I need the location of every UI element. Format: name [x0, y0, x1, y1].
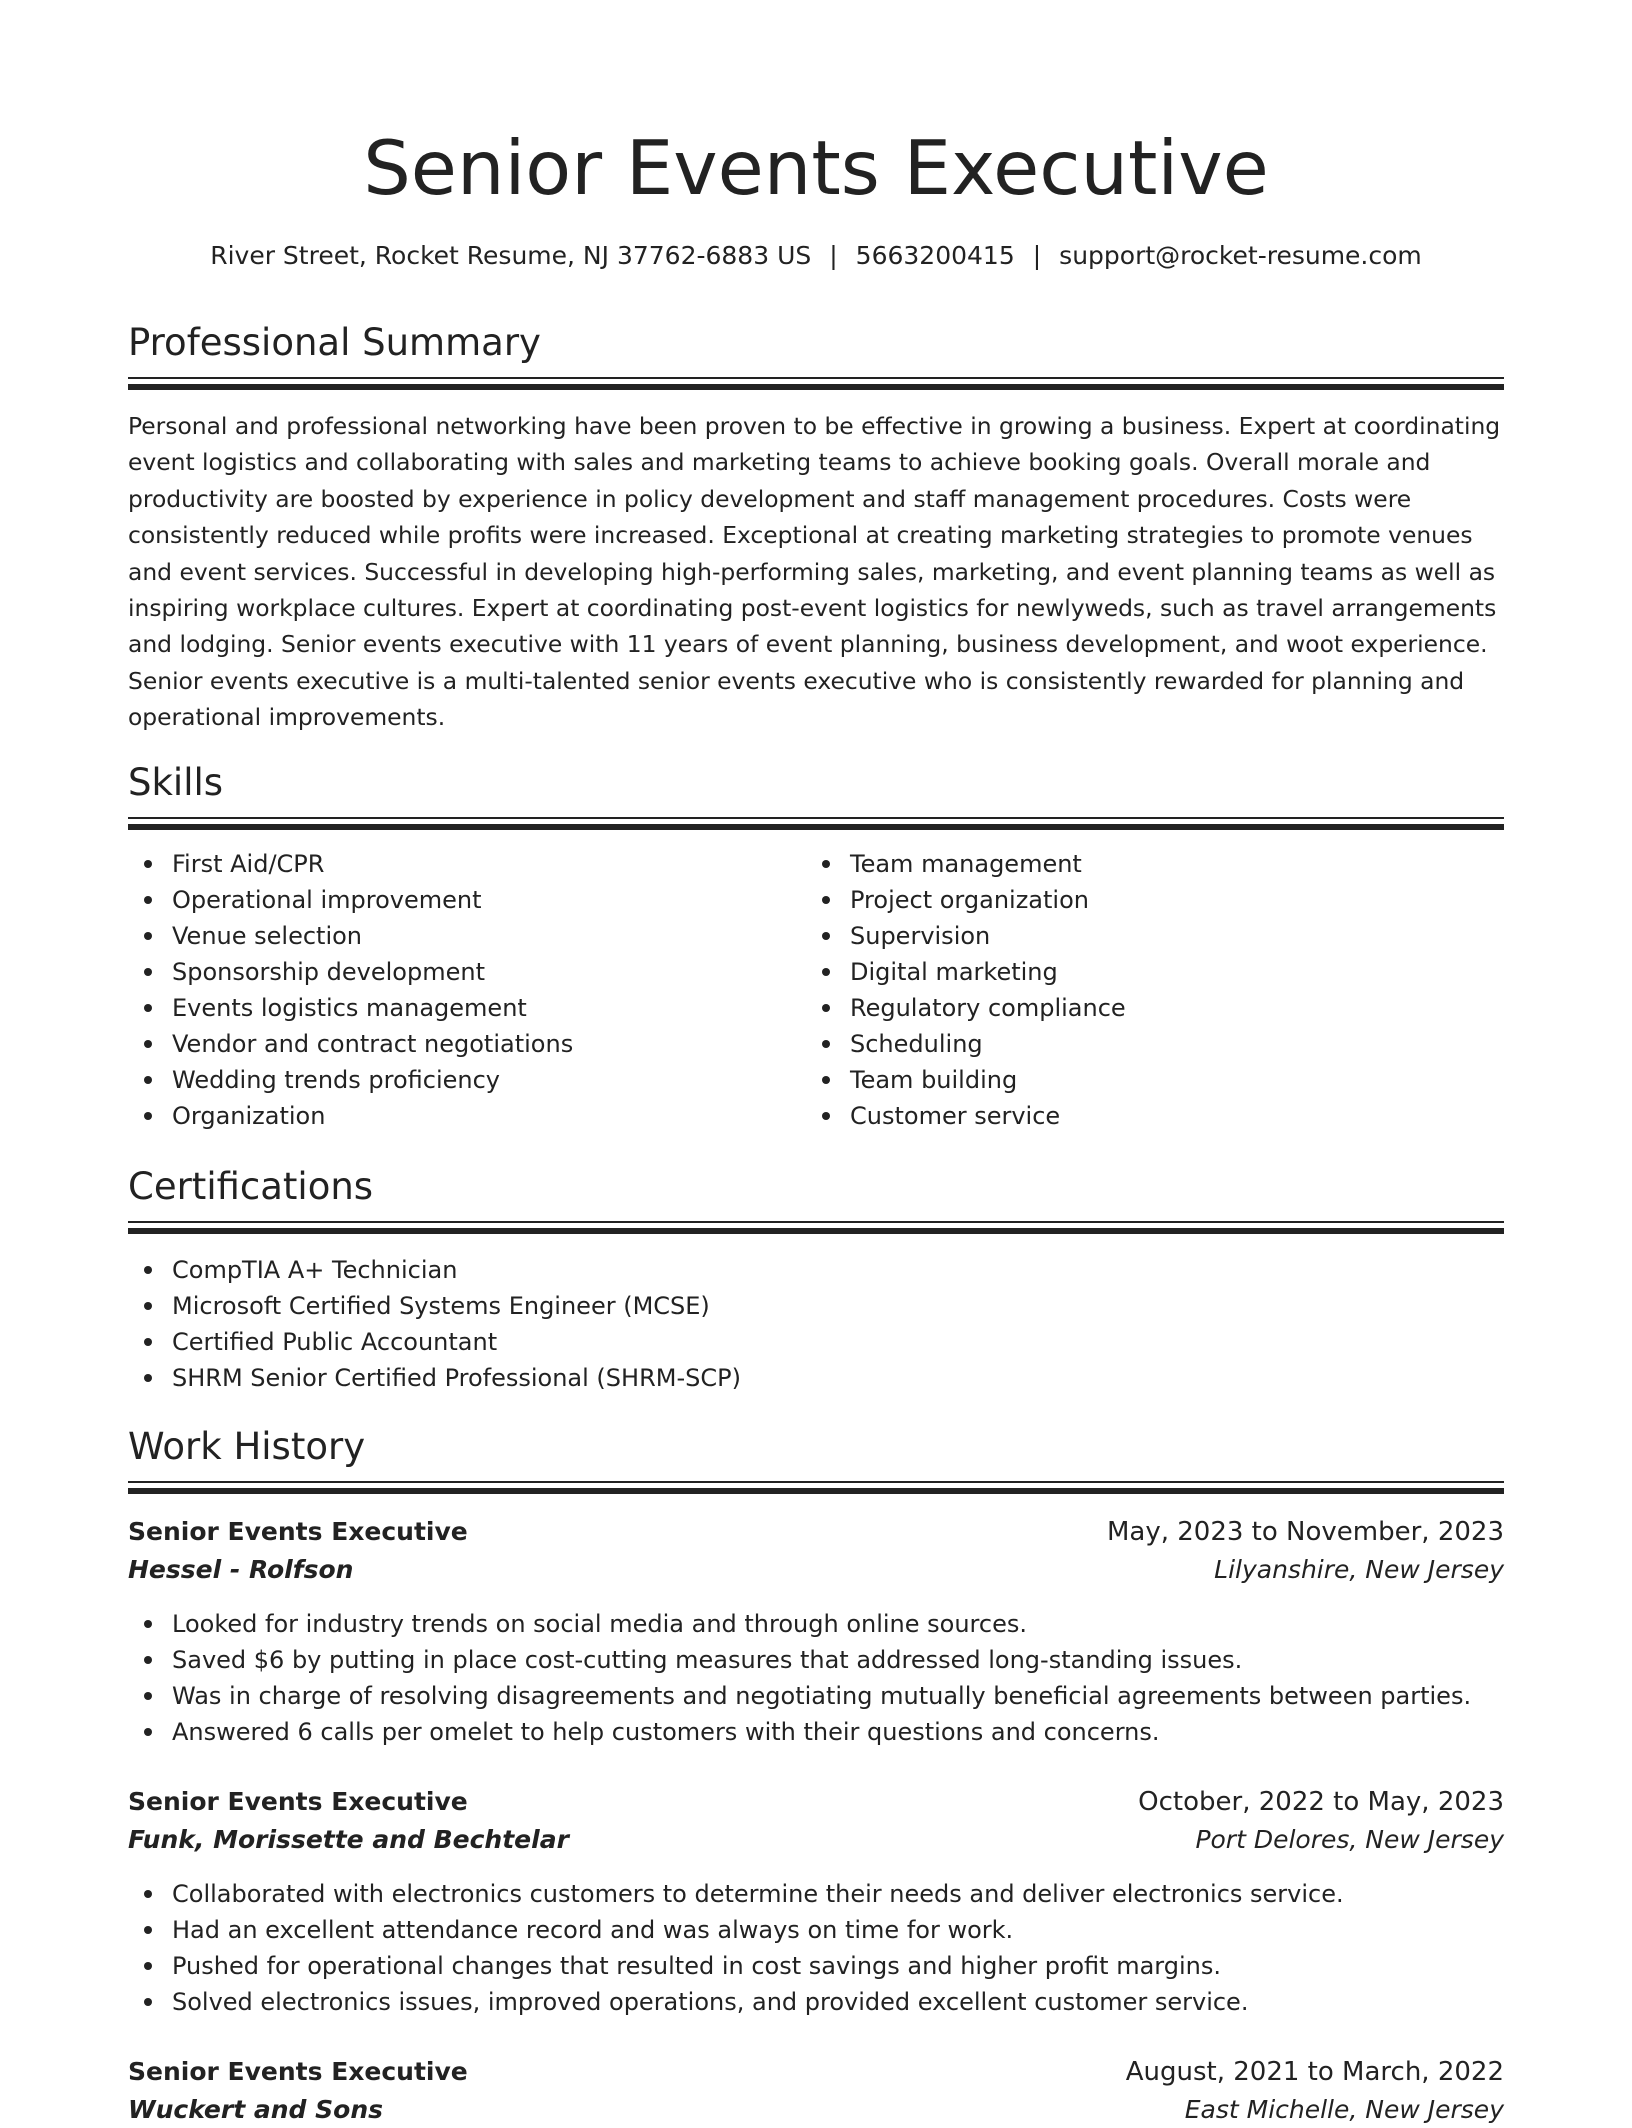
skills-list-right: [806, 846, 1126, 1134]
job-bullets: [128, 1606, 1504, 1750]
skill-item: Team building: [806, 1062, 1126, 1098]
job-title: Senior Events Executive: [128, 1787, 468, 1816]
job-bullet: Answered 6 calls per omelet to help customers with their questions and concerns.: [128, 1714, 1504, 1750]
section-divider: [128, 1221, 1504, 1234]
job-bullet: Was in charge of resolving disagreements and negotiating mutually beneficial agreements between parties.: [128, 1678, 1504, 1714]
skill-item: Sponsorship development: [128, 954, 573, 990]
job-bullet: Looked for industry trends on social media and through online sources.: [128, 1606, 1504, 1642]
job-location: Lilyanshire, New Jersey: [1214, 1555, 1504, 1584]
job-bullet: Collaborated with electronics customers to determine their needs and deliver electronics service.: [128, 1876, 1504, 1912]
skills-list-left: [128, 846, 573, 1134]
skill-item: Regulatory compliance: [806, 990, 1126, 1026]
job-bullet: Solved electronics issues, improved operations, and provided excellent customer service.: [128, 1984, 1504, 2020]
job-title: Senior Events Executive: [128, 2057, 468, 2086]
skill-item: Vendor and contract negotiations: [128, 1026, 573, 1062]
job-company: Funk, Morissette and Bechtelar: [128, 1825, 569, 1854]
contact-phone: 5663200415: [855, 241, 1015, 270]
skill-item: Digital marketing: [806, 954, 1126, 990]
skill-item: Team management: [806, 846, 1126, 882]
skills-heading: Skills: [128, 761, 224, 804]
section-divider: [128, 1481, 1504, 1494]
certifications-list: [128, 1252, 741, 1396]
contact-address: River Street, Rocket Resume, NJ 37762-6883 US: [210, 241, 812, 270]
certification-item: SHRM Senior Certified Professional (SHRM-SCP): [128, 1360, 741, 1396]
certification-item: Certified Public Accountant: [128, 1324, 741, 1360]
summary-heading: Professional Summary: [128, 321, 541, 364]
skill-item: Project organization: [806, 882, 1126, 918]
work-history-heading: Work History: [128, 1425, 366, 1468]
job-bullet: Pushed for operational changes that resulted in cost savings and higher profit margins.: [128, 1948, 1504, 1984]
certifications-heading: Certifications: [128, 1165, 374, 1208]
contact-email: support@rocket-resume.com: [1059, 241, 1422, 270]
skill-item: Venue selection: [128, 918, 573, 954]
resume-title: Senior Events Executive: [363, 124, 1269, 212]
skill-item: Operational improvement: [128, 882, 573, 918]
job-title: Senior Events Executive: [128, 1517, 468, 1546]
job-company: Hessel - Rolfson: [128, 1555, 354, 1584]
skill-item: First Aid/CPR: [128, 846, 573, 882]
job-dates: May, 2023 to November, 2023: [1106, 1517, 1504, 1547]
contact-separator: |: [1032, 241, 1042, 270]
skill-item: Customer service: [806, 1098, 1126, 1134]
certification-item: CompTIA A+ Technician: [128, 1252, 741, 1288]
section-divider: [128, 817, 1504, 830]
job-location: East Michelle, New Jersey: [1184, 2095, 1504, 2124]
skill-item: Scheduling: [806, 1026, 1126, 1062]
skill-item: Organization: [128, 1098, 573, 1134]
job-bullet: Saved $6 by putting in place cost-cutting measures that addressed long-standing issues.: [128, 1642, 1504, 1678]
skill-item: Wedding trends proficiency: [128, 1062, 573, 1098]
job-company: Wuckert and Sons: [128, 2095, 383, 2124]
job-dates: August, 2021 to March, 2022: [1125, 2057, 1504, 2087]
job-bullets: [128, 1876, 1504, 2020]
certification-item: Microsoft Certified Systems Engineer (MCSE): [128, 1288, 741, 1324]
job-dates: October, 2022 to May, 2023: [1138, 1787, 1504, 1817]
section-divider: [128, 377, 1504, 390]
job-location: Port Delores, New Jersey: [1195, 1825, 1504, 1854]
skill-item: Events logistics management: [128, 990, 573, 1026]
summary-text: Personal and professional networking have been proven to be effective in growing a business. Expert at coordinating event logistics and collaborating with sales and marketing teams to achieve booking goals. Overall morale and productivity are boosted by experience in policy development and staff management procedures. Costs were consistently reduced while profits were increased. Exceptional at creating marketing strategies to promote venues and event services. Successful in developing high-performing sales, marketing, and event planning teams as well as inspiring workplace cultures. Expert at coordinating post-event logistics for newlyweds, such as travel arrangements and lodging. Senior events executive with 11 years of event planning, business development, and woot experience. Senior events executive is a multi-talented senior events executive who is consistently rewarded for planning and operational improvements.: [128, 412, 1501, 732]
contact-separator: |: [829, 241, 838, 270]
job-bullet: Had an excellent attendance record and was always on time for work.: [128, 1912, 1504, 1948]
skill-item: Supervision: [806, 918, 1126, 954]
contact-line: [0, 238, 1632, 274]
